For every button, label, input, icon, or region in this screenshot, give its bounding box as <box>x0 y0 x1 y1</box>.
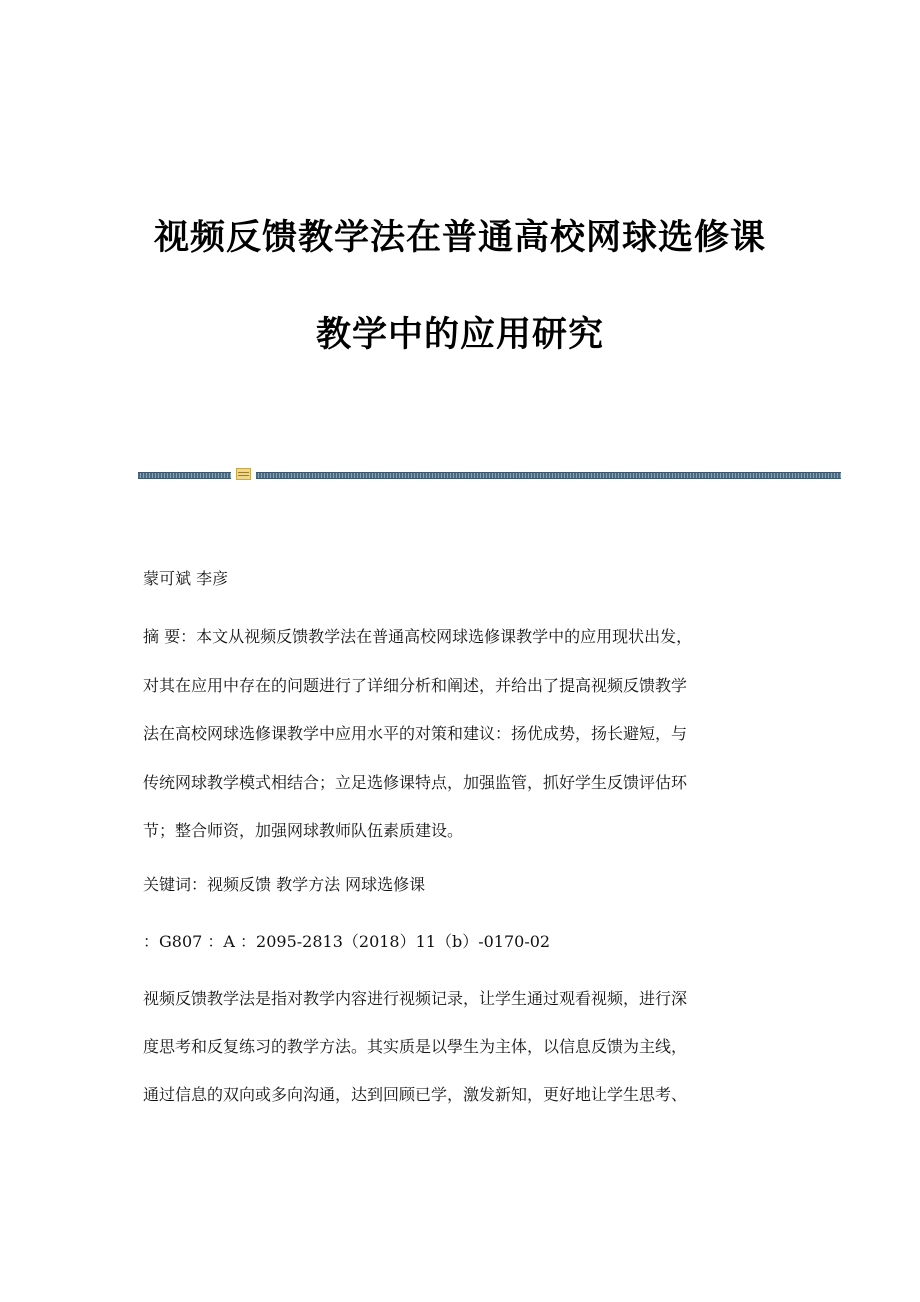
abstract-line: 传统网球教学模式相结合；立足选修课特点，加强监管，抓好学生反馈评估环 <box>143 773 688 792</box>
authors: 蒙可斌 李彦 <box>143 569 229 588</box>
title-line-2: 教学中的应用研究 <box>315 315 604 355</box>
classification-codes: ：G807 ：A ：2095-2813（2018）11（b）-0170-02 <box>143 932 551 951</box>
keywords: 关键词：视频反馈 教学方法 网球选修课 <box>143 875 426 894</box>
abstract-line: 法在高校网球选修课教学中应用水平的对策和建议：扬优成势，扬长避短，与 <box>143 724 688 743</box>
envelope-icon <box>236 468 251 480</box>
title-divider <box>138 468 841 480</box>
divider-bar-left <box>138 472 231 479</box>
body-line: 视频反馈教学法是指对教学内容进行视频记录，让学生通过观看视频，进行深 <box>143 989 688 1008</box>
abstract-line: 对其在应用中存在的问题进行了详细分析和阐述，并给出了提高视频反馈教学 <box>143 676 688 695</box>
title-line-1: 视频反馈教学法在普通高校网球选修课 <box>153 218 766 258</box>
divider-bar-right <box>256 472 841 479</box>
body-line: 度思考和反复练习的教学方法。其实质是以學生为主体，以信息反馈为主线， <box>143 1037 688 1056</box>
abstract-line: 节；整合师资，加强网球教师队伍素质建设。 <box>143 821 464 840</box>
body-line: 通过信息的双向或多向沟通，达到回顾已学，激发新知，更好地让学生思考、 <box>143 1085 688 1104</box>
abstract-line: 摘 要：本文从视频反馈教学法在普通高校网球选修课教学中的应用现状出发， <box>143 627 693 646</box>
